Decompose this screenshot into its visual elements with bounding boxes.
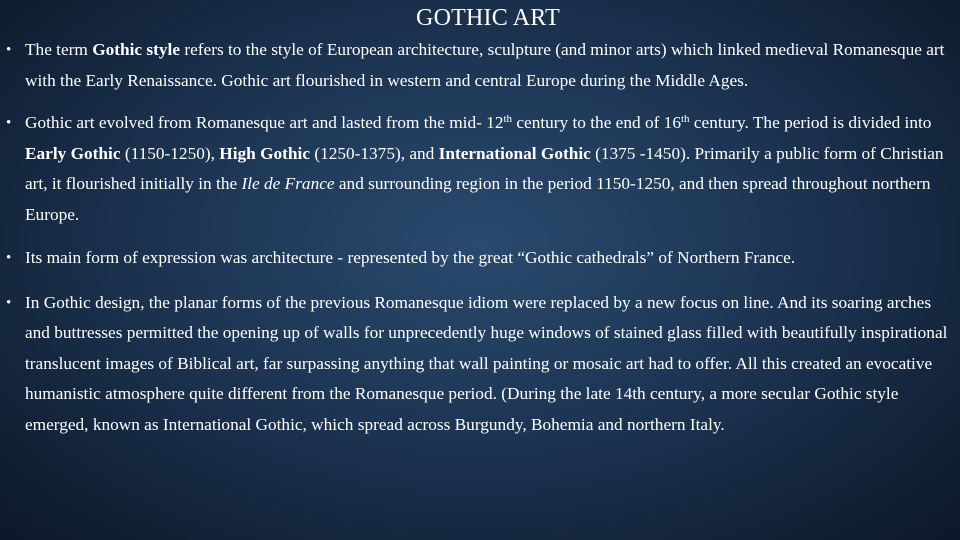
bullet-item-4	[6, 288, 950, 441]
bullet-2-bold-international-gothic: International Gothic	[438, 143, 591, 163]
slide-title: GOTHIC ART	[416, 5, 560, 31]
bullet-2-text-b: century to the end of 16	[512, 113, 681, 132]
bullet-2-bold-high-gothic: High Gothic	[219, 143, 310, 163]
bullet-1-bold-term: Gothic style	[92, 40, 181, 59]
bullet-2-text-a: Gothic art evolved from Romanesque art and lasted from the mid- 12	[25, 113, 504, 132]
bullet-2-text-d: (1150-1250),	[120, 143, 220, 163]
bullet-2-text-e: (1250-1375), and	[310, 143, 439, 163]
bullet-2-italic-place: Ile de France	[241, 174, 335, 193]
bullet-item-1	[6, 35, 950, 96]
bullet-1-text: The term	[25, 40, 93, 59]
bullet-2-text-g: and surrounding region in the period 1150-1250, and then spread throughout northern Europe.	[25, 174, 931, 224]
bullet-2-text-c: century. The period is divided into	[689, 113, 932, 132]
bullet-2-text-f: (1375 -1450). Primarily a public form of Christian art, it flourished initially in the	[25, 143, 944, 193]
bullet-item-2	[6, 108, 950, 230]
bullet-3-text: Its main form of expression was architecture - represented by the great “Gothic cathedrals” of Northern France.	[25, 248, 796, 267]
bullet-4-text: In Gothic design, the planar forms of the previous Romanesque idiom were replaced by a new focus on line. And its soaring arches and buttresses permitted the opening up of walls for unprecedently huge windows of stained glass filled with beautifully inspirational translucent images of Biblical art, far surpassing anything that wall painting or mosaic art had to offer. All this created an evocative humanistic atmosphere quite different from the Romanesque period. (During the late 14th century, a more secular Gothic style emerged, known as International Gothic, which spread across Burgundy, Bohemia and northern Italy.	[25, 292, 948, 434]
bullet-1-text-cont: refers to the style of European architecture, sculpture (and minor arts) which linked medieval Romanesque art with the Early Renaissance. Gothic art flourished in western and central Europe during the Middle Ages.	[25, 40, 945, 90]
bullet-2-superscript-a: th	[503, 113, 513, 125]
bullet-2-bold-early-gothic: Early Gothic	[25, 143, 121, 163]
bullet-item-3	[6, 243, 950, 274]
bullet-list	[6, 35, 950, 440]
bullet-2-superscript-b: th	[680, 113, 690, 125]
